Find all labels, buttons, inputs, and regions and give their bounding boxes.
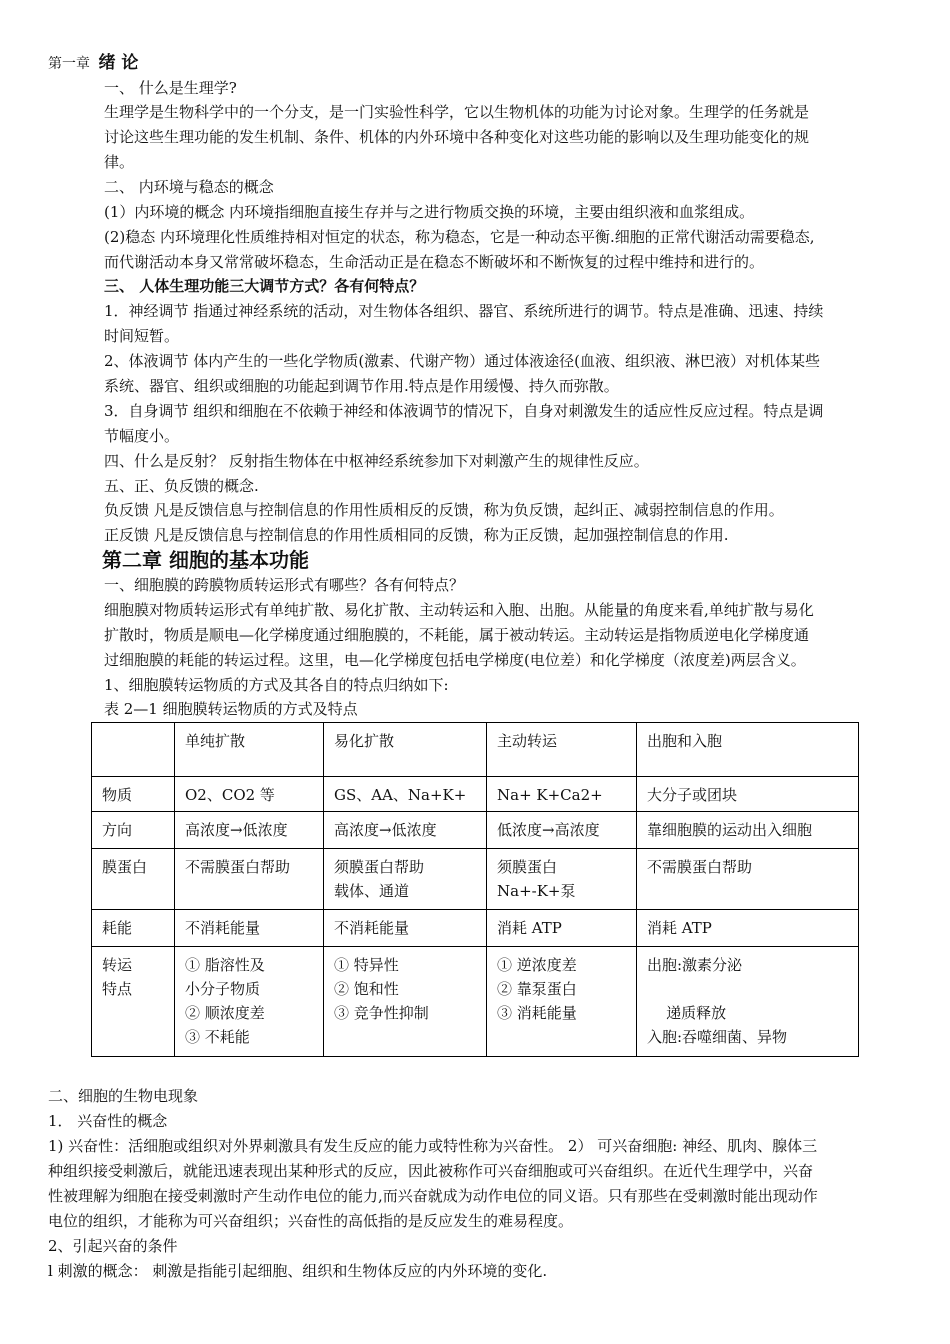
cell-text: ③ 竞争性抑制 (334, 1004, 429, 1022)
cell-text: 转运 (102, 956, 133, 974)
paragraph-line: (1）内环境的概念 内环境指细胞直接生存并与之进行物质交换的环境，主要由组织液和血浆组成。 (104, 203, 755, 221)
chapter-1-heading (48, 52, 138, 75)
cell-text: 小分子物质 (185, 980, 261, 998)
cell-text: 耗能 (102, 919, 133, 937)
section-heading: 一、 什么是生理学? (104, 79, 237, 97)
section-heading: 二、 内环境与稳态的概念 (104, 178, 274, 196)
table-cell (637, 910, 859, 947)
cell-text: ① 逆浓度差 (497, 956, 577, 974)
paragraph-line: l 刺激的概念： 刺激是指能引起细胞、组织和生物体反应的内外环境的变化. (48, 1262, 548, 1280)
table-cell (637, 849, 859, 910)
table-cell (487, 812, 637, 849)
paragraph-line: 生理学是生物科学中的一个分支，是一门实验性科学，它以生物机体的功能为讨论对象。生理学的任务就是 (104, 103, 810, 121)
cell-text: 易化扩散 (334, 732, 395, 750)
cell-text: 消耗 ATP (497, 919, 562, 937)
cell-text: 入胞:吞噬细菌、异物 (647, 1028, 788, 1046)
cell-text: 方向 (102, 821, 133, 839)
chapter-2-title: 第二章 细胞的基本功能 (102, 548, 309, 572)
cell-text: 出胞和入胞 (647, 732, 723, 750)
cell-text: 不消耗能量 (185, 919, 261, 937)
chapter-1-title: 绪 论 (98, 53, 139, 73)
cell-text: 出胞:激素分泌 (647, 956, 743, 974)
paragraph-line: 2、体液调节 体内产生的一些化学物质(激素、代谢产物）通过体液途径(血液、组织液、淋巴液）对机体某些 (104, 352, 821, 370)
cell-text: 主动转运 (497, 732, 558, 750)
table-cell (487, 947, 637, 1057)
table-cell (92, 910, 175, 947)
paragraph-line: 过细胞膜的耗能的转运过程。这里，电—化学梯度包括电学梯度(电位差）和化学梯度（浓度差)两层含义。 (104, 651, 806, 669)
table-header-cell (175, 723, 324, 777)
paragraph-line: 电位的组织，才能称为可兴奋组织；兴奋性的高低指的是反应发生的难易程度。 (48, 1212, 574, 1230)
paragraph-line: 系统、器官、组织或细胞的功能起到调节作用.特点是作用缓慢、持久而弥散。 (104, 377, 619, 395)
paragraph-line: 1) 兴奋性：活细胞或组织对外界刺激具有发生反应的能力或特性称为兴奋性。 2） 可兴奋细胞: 神经、肌肉、腺体三 (48, 1137, 818, 1155)
cell-text: 不需膜蛋白帮助 (647, 858, 753, 876)
table-cell (175, 812, 324, 849)
cell-text: ① 特异性 (334, 956, 399, 974)
table-cell (175, 777, 324, 812)
table-cell (92, 849, 175, 910)
cell-text: 低浓度→高浓度 (497, 821, 600, 839)
cell-text: 膜蛋白 (102, 858, 148, 876)
section-heading: 三、 人体生理功能三大调节方式？各有何特点？ (104, 277, 425, 295)
table-cell (175, 947, 324, 1057)
cell-text: ② 顺浓度差 (185, 1004, 265, 1022)
cell-text: 高浓度→低浓度 (334, 821, 437, 839)
section-heading: 四、什么是反射？ 反射指生物体在中枢神经系统参加下对刺激产生的规律性反应。 (104, 452, 649, 470)
table-cell (324, 849, 487, 910)
table-cell (92, 812, 175, 849)
table-caption: 表 2—1 细胞膜转运物质的方式及特点 (104, 700, 358, 718)
section-heading: 1． 兴奋性的概念 (48, 1112, 168, 1130)
cell-text: 高浓度→低浓度 (185, 821, 288, 839)
cell-text: ② 靠泵蛋白 (497, 980, 577, 998)
paragraph-line: 性被理解为细胞在接受刺激时产生动作电位的能力,而兴奋就成为动作电位的同义语。只有那些在受刺激时能出现动作 (48, 1187, 818, 1205)
table-cell (175, 849, 324, 910)
table-cell (487, 777, 637, 812)
table-row (92, 910, 859, 947)
cell-text: ② 饱和性 (334, 980, 399, 998)
cell-text: 须膜蛋白帮助 (334, 858, 425, 876)
table-cell (324, 812, 487, 849)
cell-text: 特点 (102, 980, 133, 998)
cell-text: 大分子或团块 (647, 786, 738, 804)
table-cell (637, 947, 859, 1057)
table-row (92, 947, 859, 1057)
table-cell (637, 777, 859, 812)
cell-text: 载体、通道 (334, 882, 410, 900)
section-heading: 二、细胞的生物电现象 (48, 1087, 199, 1105)
paragraph-line: 1、细胞膜转运物质的方式及其各自的特点归纳如下: (104, 676, 449, 694)
paragraph-line: 细胞膜对物质转运形式有单纯扩散、易化扩散、主动转运和入胞、出胞。从能量的角度来看,单纯扩散与易化 (104, 601, 814, 619)
cell-text: ① 脂溶性及 (185, 956, 265, 974)
cell-text: 靠细胞膜的运动出入细胞 (647, 821, 813, 839)
paragraph-line: 而代谢活动本身又常常破坏稳态，生命活动正是在稳态不断破坏和不断恢复的过程中维持和进行的。 (104, 253, 765, 271)
table-cell (487, 910, 637, 947)
table-row (92, 812, 859, 849)
section-heading: 一、细胞膜的跨膜物质转运形式有哪些？各有何特点？ (104, 576, 465, 594)
section-heading: 2、引起兴奋的条件 (48, 1237, 178, 1255)
cell-text: 消耗 ATP (647, 919, 712, 937)
table-header-cell (324, 723, 487, 777)
cell-text: 单纯扩散 (185, 732, 246, 750)
paragraph-line: 种组织接受刺激后，就能迅速表现出某种形式的反应，因此被称作可兴奋细胞或可兴奋组织。在近代生理学中，兴奋 (48, 1162, 814, 1180)
cell-text: ③ 不耗能 (185, 1028, 250, 1046)
table-row (92, 777, 859, 812)
paragraph-line: 节幅度小。 (104, 427, 180, 445)
transport-table (91, 722, 859, 1057)
paragraph-line: 负反馈 凡是反馈信息与控制信息的作用性质相反的反馈，称为负反馈，起纠正、减弱控制信息的作用。 (104, 501, 784, 519)
table-header-cell (487, 723, 637, 777)
table-header-cell (92, 723, 175, 777)
paragraph-line: (2)稳态 内环境理化性质维持相对恒定的状态，称为稳态，它是一种动态平衡.细胞的正常代谢活动需要稳态, (104, 228, 815, 246)
table-cell (487, 849, 637, 910)
table-cell (324, 947, 487, 1057)
table-header-cell (637, 723, 859, 777)
chapter-1-prefix: 第一章 (48, 56, 90, 72)
table-row (92, 849, 859, 910)
paragraph-line: 1．神经调节 指通过神经系统的活动，对生物体各组织、器官、系统所进行的调节。特点是准确、迅速、持续 (104, 302, 824, 320)
table-cell (637, 812, 859, 849)
paragraph-line: 讨论这些生理功能的发生机制、条件、机体的内外环境中各种变化对这些功能的影响以及生理功能变化的规 (104, 128, 810, 146)
table-cell (324, 777, 487, 812)
cell-text: GS、AA、Na+K+ (334, 786, 467, 804)
table-header-row (92, 723, 859, 777)
cell-text: 物质 (102, 786, 133, 804)
paragraph-line: 律。 (104, 153, 135, 171)
cell-text: Na+-K+泵 (497, 882, 576, 900)
paragraph-line: 3．自身调节 组织和细胞在不依赖于神经和体液调节的情况下，自身对刺激发生的适应性反应过程。特点是调 (104, 402, 824, 420)
table-cell (324, 910, 487, 947)
cell-text: O2、CO2 等 (185, 786, 275, 804)
table-cell (92, 947, 175, 1057)
cell-text: Na+ K+Ca2+ (497, 786, 603, 804)
table-cell (92, 777, 175, 812)
cell-text (647, 977, 848, 1001)
cell-text: 递质释放 (647, 1004, 727, 1022)
section-heading: 五、正、负反馈的概念. (104, 477, 259, 495)
paragraph-line: 正反馈 凡是反馈信息与控制信息的作用性质相同的反馈，称为正反馈，起加强控制信息的作用. (104, 526, 729, 544)
paragraph-line: 时间短暂。 (104, 327, 180, 345)
cell-text: 须膜蛋白 (497, 858, 558, 876)
paragraph-line: 扩散时，物质是顺电—化学梯度通过细胞膜的，不耗能，属于被动转运。主动转运是指物质逆电化学梯度通 (104, 626, 810, 644)
table-cell (175, 910, 324, 947)
cell-text: 不需膜蛋白帮助 (185, 858, 291, 876)
cell-text: 不消耗能量 (334, 919, 410, 937)
cell-text: ③ 消耗能量 (497, 1004, 577, 1022)
